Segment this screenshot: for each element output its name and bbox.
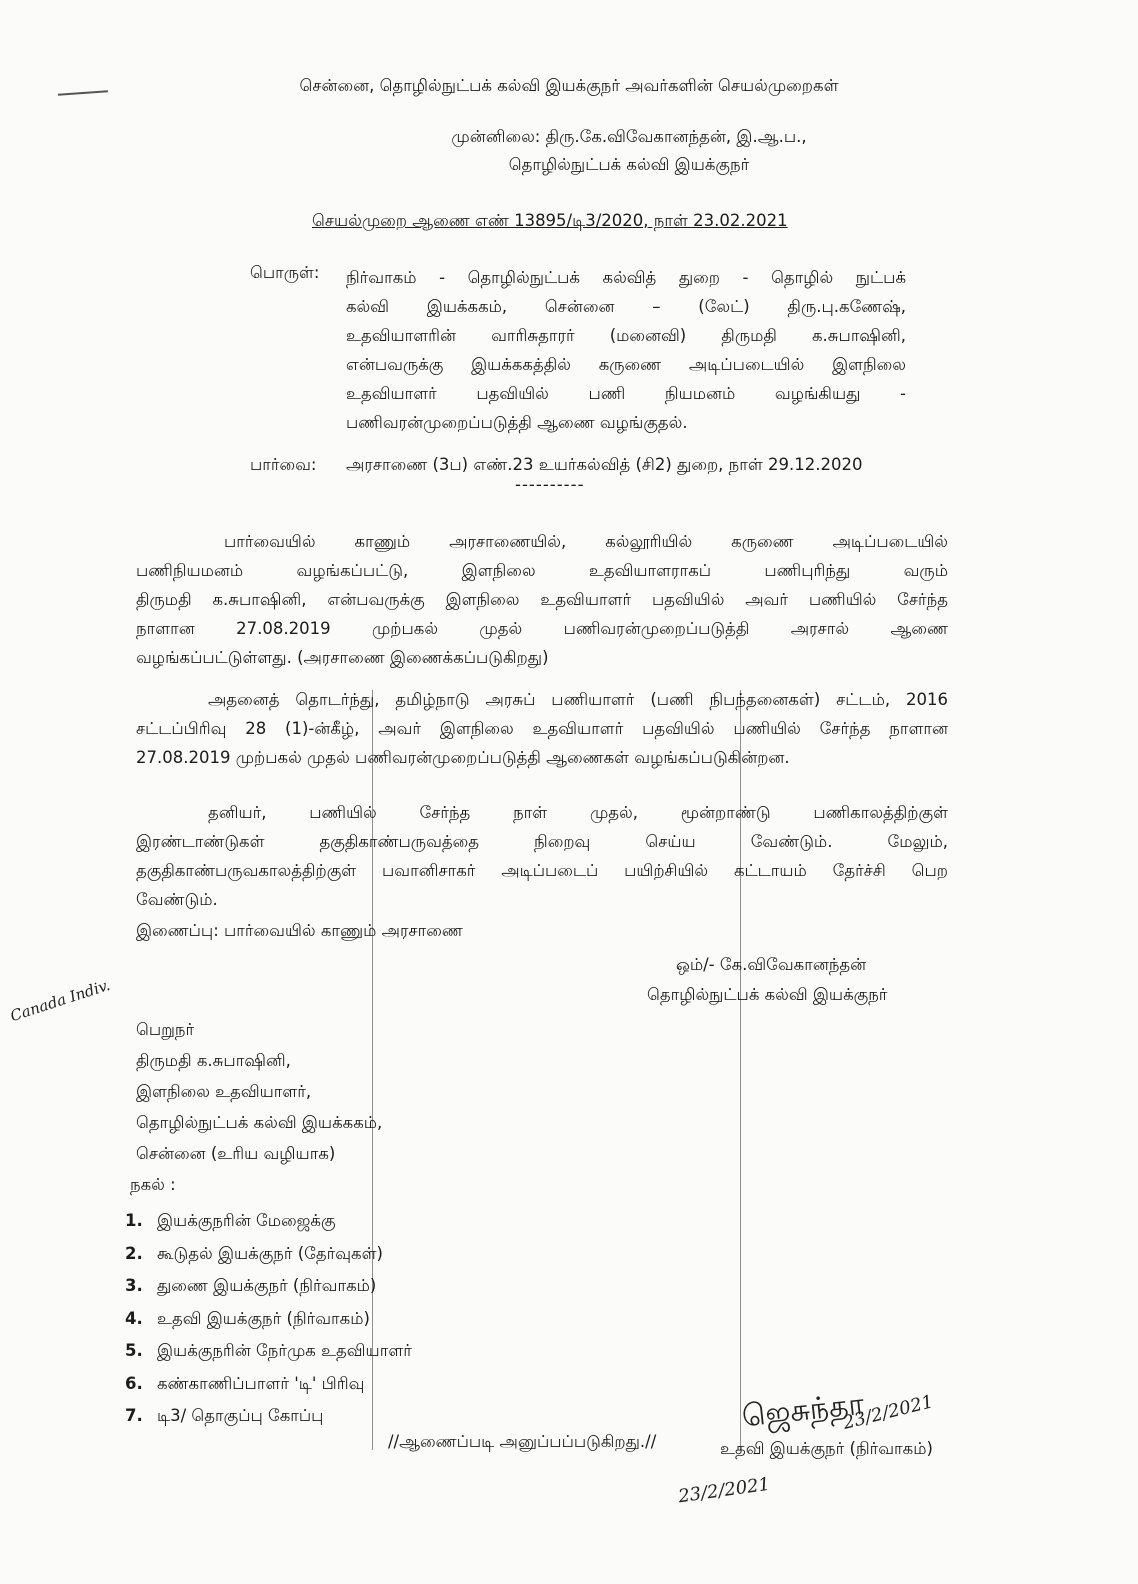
list-item-number: 4. bbox=[125, 1308, 143, 1328]
list-item-number: 2. bbox=[125, 1243, 143, 1263]
list-item bbox=[125, 1270, 412, 1303]
reference-label: பார்வை: bbox=[250, 455, 317, 474]
attest-designation: உதவி இயக்குநர் (நிர்வாகம்) bbox=[720, 1439, 933, 1458]
handwritten-date: 23/2/2021 bbox=[840, 1391, 936, 1434]
forwarded-note: //ஆணைப்படி அனுப்பப்படுகிறது.// bbox=[388, 1432, 657, 1451]
recipient-label: பெறுநர் bbox=[136, 1020, 195, 1039]
presence-line-2: தொழில்நுட்பக் கல்வி இயக்குநர் bbox=[508, 155, 750, 174]
recipient-block bbox=[130, 1014, 383, 1200]
recipient-line: திருமதி க.சுபாஷினி, bbox=[136, 1051, 291, 1070]
subject-line: பணிவரன்முறைப்படுத்தி ஆணை வழங்குதல். bbox=[346, 413, 688, 432]
reference-rule: ---------- bbox=[515, 475, 585, 494]
list-item-number: 1. bbox=[125, 1211, 143, 1230]
list-item bbox=[125, 1238, 412, 1271]
list-item-text: இயக்குநரின் நேர்முக உதவியாளர் bbox=[157, 1341, 412, 1360]
reference-text: அரசாணை (3ப) எண்.23 உயர்கல்வித் (சி2) துறை, நாள் 29.12.2020 bbox=[346, 455, 863, 474]
paragraph-line: வேண்டும். bbox=[136, 890, 218, 909]
list-item-text: உதவி இயக்குநர் (நிர்வாகம்) bbox=[157, 1308, 370, 1328]
list-item bbox=[125, 1400, 412, 1433]
list-item bbox=[125, 1205, 412, 1238]
subject-line: என்பவருக்கு இயக்ககத்தில் கருணை அடிப்படையில் இளநிலை bbox=[346, 355, 906, 374]
paragraph-line: பணிநியமனம் வழங்கப்பட்டு, இளநிலை உதவியாளராகப் பணிபுரிந்து வரும் bbox=[136, 561, 948, 580]
list-item-number: 7. bbox=[125, 1406, 143, 1425]
copy-list bbox=[125, 1205, 412, 1433]
paragraph-line: தனியர், பணியில் சேர்ந்த நாள் முதல், மூன்றாண்டு பணிகாலத்திற்குள் bbox=[208, 803, 948, 822]
list-item-text: டி3/ தொகுப்பு கோப்பு bbox=[157, 1406, 324, 1425]
list-item-number: 5. bbox=[125, 1341, 143, 1360]
list-item bbox=[125, 1335, 412, 1368]
list-item bbox=[125, 1368, 412, 1401]
order-reference: செயல்முறை ஆணை எண் 13895/டி3/2020, நாள் 23.02.2021 bbox=[312, 211, 788, 230]
subject-line: நிர்வாகம் - தொழில்நுட்பக் கல்வித் துறை - தொழில் நுட்பக் bbox=[346, 268, 906, 287]
paragraph-line: 27.08.2019 முற்பகல் முதல் பணிவரன்முறைப்படுத்தி ஆணைகள் வழங்கப்படுகின்றன. bbox=[136, 748, 790, 767]
recipient-line: இளநிலை உதவியாளர், bbox=[136, 1082, 312, 1101]
handwritten-signature: ஜெசுந்தா bbox=[740, 1386, 866, 1435]
paragraph-line: திருமதி க.சுபாஷினி, என்பவருக்கு இளநிலை உதவியாளர் பதவியில் அவர் பணியில் சேர்ந்த bbox=[136, 590, 948, 609]
paragraph-line: பார்வையில் காணும் அரசாணையில், கல்லூரியில் கருணை அடிப்படையில் bbox=[224, 532, 948, 551]
subject-line: உதவியாளரின் வாரிசுதாரர் (மனைவி) திருமதி க.சுபாஷினி, bbox=[346, 326, 906, 345]
handwritten-initial-date: 23/2/2021 bbox=[676, 1473, 772, 1508]
paragraph-line: நாளான 27.08.2019 முற்பகல் முதல் பணிவரன்முறைப்படுத்தி அரசால் ஆணை bbox=[136, 619, 948, 638]
list-item-text: கண்காணிப்பாளர் 'டி' பிரிவு bbox=[157, 1373, 365, 1393]
list-item-text: இயக்குநரின் மேஜைக்கு bbox=[157, 1211, 336, 1230]
signature-designation: தொழில்நுட்பக் கல்வி இயக்குநர் bbox=[647, 985, 888, 1004]
recipient-line: தொழில்நுட்பக் கல்வி இயக்ககம், bbox=[136, 1113, 383, 1132]
paragraph-1 bbox=[136, 527, 948, 672]
paragraph-2 bbox=[136, 685, 948, 772]
list-item-text: துணை இயக்குநர் (நிர்வாகம்) bbox=[157, 1276, 377, 1295]
paragraph-line: வழங்கப்பட்டுள்ளது. (அரசாணை இணைக்கப்படுகிறது) bbox=[136, 648, 549, 667]
copy-label: நகல் : bbox=[130, 1175, 176, 1194]
list-item-text: கூடுதல் இயக்குநர் (தேர்வுகள்) bbox=[157, 1243, 383, 1263]
subject-line: கல்வி இயக்ககம், சென்னை – (லேட்) திரு.பு.கணேஷ், bbox=[346, 297, 906, 316]
subject-label: பொருள்: bbox=[250, 263, 320, 282]
document-title: சென்னை, தொழில்நுட்பக் கல்வி இயக்குநர் அவர்களின் செயல்முறைகள் bbox=[299, 76, 839, 95]
paragraph-line: சட்டப்பிரிவு 28 (1)-ன்கீழ், அவர் இளநிலை உதவியாளர் பதவியில் பணியில் சேர்ந்த நாளான bbox=[136, 719, 948, 738]
paragraph-line: இரண்டாண்டுகள் தகுதிகாண்பருவத்தை நிறைவு செய்ய வேண்டும். மேலும், bbox=[136, 832, 948, 851]
handwritten-margin-note: Canada Indiv. bbox=[8, 975, 113, 1026]
paragraph-3 bbox=[136, 798, 948, 914]
list-item-number: 3. bbox=[125, 1276, 143, 1295]
list-item-number: 6. bbox=[125, 1373, 143, 1393]
signature-name: ஒம்/- கே.விவேகானந்தன் bbox=[676, 955, 867, 974]
subject-line: உதவியாளர் பதவியில் பணி நியமனம் வழங்கியது - bbox=[346, 384, 906, 403]
paragraph-line: தகுதிகாண்பருவகாலத்திற்குள் பவானிசாகர் அடிப்படைப் பயிற்சியில் கட்டாயம் தேர்ச்சி பெற bbox=[136, 861, 948, 880]
enclosure: இணைப்பு: பார்வையில் காணும் அரசாணை bbox=[136, 921, 463, 940]
list-item bbox=[125, 1303, 412, 1336]
paragraph-line: அதனைத் தொடர்ந்து, தமிழ்நாடு அரசுப் பணியாளர் (பணி நிபந்தனைகள்) சட்டம், 2016 bbox=[208, 690, 948, 709]
subject-block bbox=[346, 263, 906, 437]
presence-line-1: முன்னிலை: திரு.கே.விவேகானந்தன், இ.ஆ.ப., bbox=[451, 127, 807, 146]
recipient-line: சென்னை (உரிய வழியாக) bbox=[136, 1144, 336, 1163]
